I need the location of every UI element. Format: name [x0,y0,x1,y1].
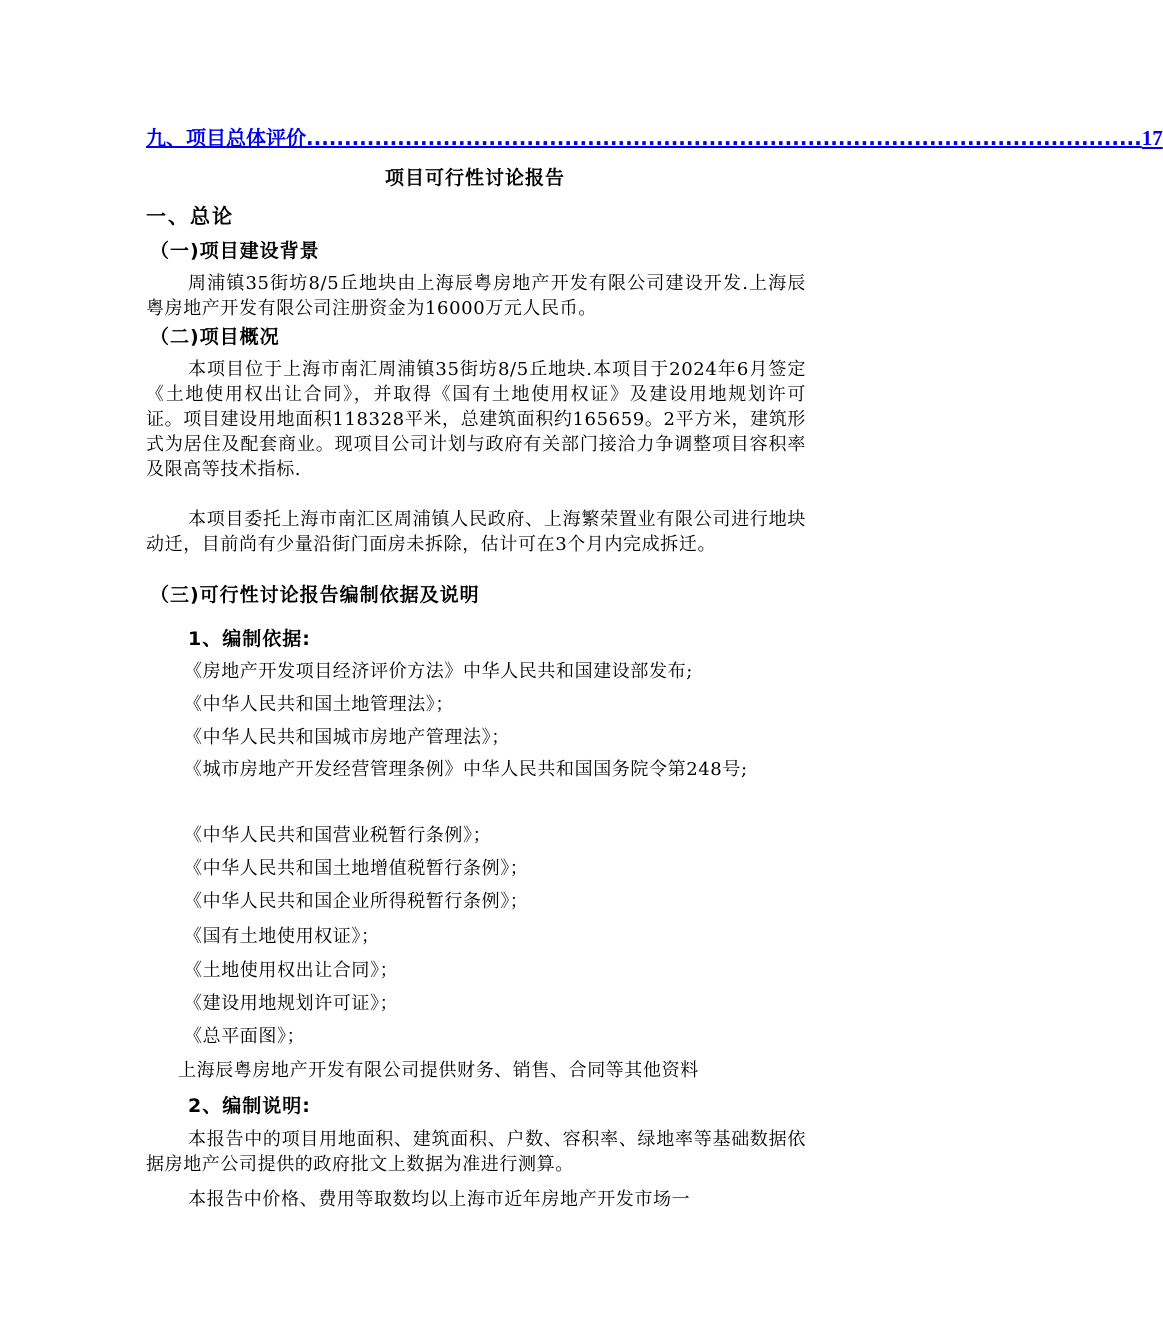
toc-leader-dots: .............................................................................................................. [306,126,1142,150]
subsection-heading-overview: （二)项目概况 [150,326,280,348]
subsection-heading-basis: （三)可行性讨论报告编制依据及说明 [150,584,480,606]
toc-link-project-evaluation[interactable] [146,122,1163,151]
overview-paragraph-1: 本项目位于上海市南汇周浦镇35街坊8/5丘地块.本项目于2024年6月签定《土地使用权出让合同》，并取得《国有土地使用权证》及建设用地规划许可证。项目建设用地面积118328平米，总建筑面积约165659。2平方米，建筑形式为居住及配套商业。现项目公司计划与政府有关部门接洽力争调整项目容积率及限高等技术指标. [146,359,806,480]
notes-paragraph-2: 本报告中价格、费用等取数均以上海市近年房地产开发市场一 [188,1189,691,1210]
document-title: 项目可行性讨论报告 [384,167,565,189]
basis-item: 《中华人民共和国企业所得税暂行条例》； [184,891,529,912]
basis-item: 《中华人民共和国土地管理法》； [184,694,454,715]
basis-item: 《城市房地产开发经营管理条例》中华人民共和国国务院令第248号; [184,759,748,780]
subsection-heading-background: （一)项目建设背景 [150,240,320,262]
basis-heading: 1、编制依据: [188,628,311,650]
basis-item: 《中华人民共和国营业税暂行条例》； [184,825,492,846]
notes-heading: 2、编制说明: [188,1095,311,1117]
overview-paragraph-2: 本项目委托上海市南汇区周浦镇人民政府、上海繁荣置业有限公司进行地块动迁，目前尚有少量沿街门面房未拆除，估计可在3个月内完成拆迁。 [146,509,806,555]
basis-item: 《国有土地使用权证》； [184,926,380,947]
toc-label: 九、项目总体评价 [146,126,306,150]
basis-item: 《总平面图》； [184,1026,306,1047]
basis-item-last: 上海辰粤房地产开发有限公司提供财务、销售、合同等其他资料 [178,1060,699,1081]
basis-item: 《房地产开发项目经济评价方法》中华人民共和国建设部发布; [184,661,693,682]
basis-item: 《中华人民共和国土地增值税暂行条例》； [184,858,529,879]
notes-paragraph-1: 本报告中的项目用地面积、建筑面积、户数、容积率、绿地率等基础数据依据房地产公司提供的政府批文上数据为准进行测算。 [146,1129,806,1175]
toc-page-number: 17 [1141,126,1163,150]
basis-item: 《建设用地规划许可证》； [184,993,399,1014]
section-heading-overview: 一、总论 [146,204,234,228]
background-paragraph: 周浦镇35街坊8/5丘地块由上海辰粤房地产开发有限公司建设开发.上海辰粤房地产开发有限公司注册资金为16000万元人民币。 [146,273,806,319]
basis-item: 《土地使用权出让合同》； [184,960,399,981]
basis-item: 《中华人民共和国城市房地产管理法》； [184,727,510,748]
